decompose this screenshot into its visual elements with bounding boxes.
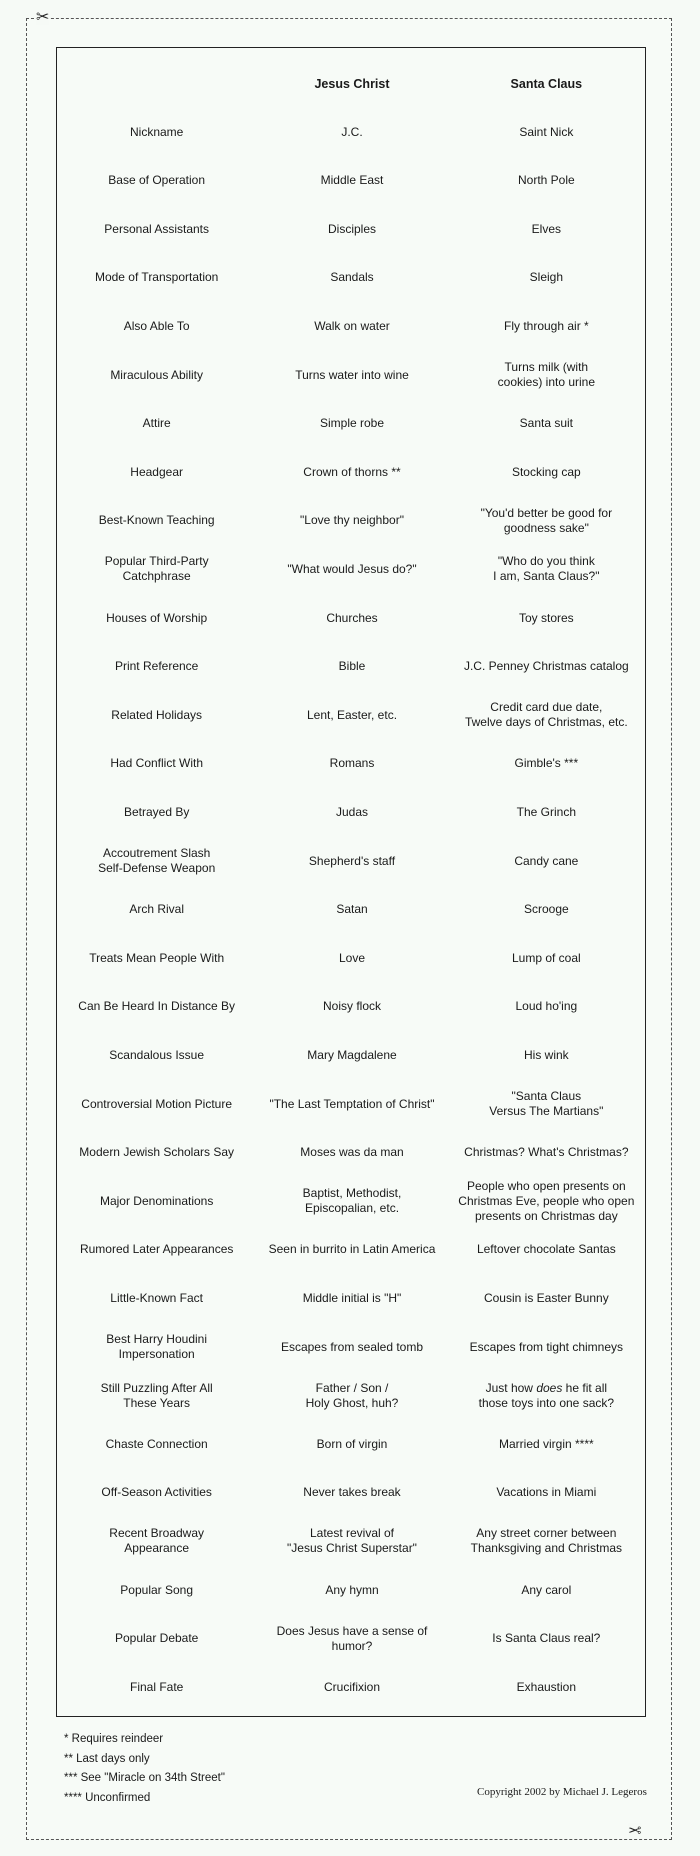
jesus-value: "Love thy neighbor" [300, 513, 404, 528]
santa-value: Escapes from tight chimneys [469, 1339, 624, 1354]
table-row [57, 157, 645, 205]
jesus-value: Walk on water [314, 318, 390, 333]
jesus-value: Love [338, 950, 366, 965]
jesus-value: "The Last Temptation of Christ" [269, 1096, 435, 1111]
row-label: Also Able To [123, 318, 190, 333]
santa-value: Santa suit [519, 416, 574, 431]
footnotes [64, 1730, 225, 1808]
row-label: Still Puzzling After All These Years [100, 1380, 213, 1410]
table-row [57, 594, 645, 642]
jesus-value: Romans [329, 756, 375, 771]
table-row [57, 1469, 645, 1517]
santa-value: Saint Nick [519, 124, 574, 139]
santa-value: Elves [531, 221, 561, 236]
table-row [57, 254, 645, 302]
row-label: Treats Mean People With [89, 950, 225, 965]
table-row [57, 643, 645, 691]
santa-value: Scrooge [523, 902, 569, 917]
jesus-value: Never takes break [303, 1485, 401, 1500]
jesus-value: Father / Son / Holy Ghost, huh? [305, 1380, 399, 1410]
row-label: Related Holidays [111, 707, 203, 722]
row-label: Chaste Connection [105, 1436, 208, 1451]
santa-value: Married virgin **** [498, 1436, 594, 1451]
table-row [57, 983, 645, 1031]
footnote: ** Last days only [64, 1752, 150, 1765]
header-santa-claus: Santa Claus [510, 76, 583, 91]
row-label: Final Fate [129, 1679, 184, 1694]
table-row [57, 545, 645, 593]
jesus-value: Simple robe [319, 416, 385, 431]
jesus-value: Escapes from sealed tomb [280, 1339, 424, 1354]
table-row [57, 788, 645, 836]
santa-value: "Who do you think I am, Santa Claus?" [493, 554, 600, 584]
table-row [57, 1031, 645, 1079]
santa-value: His wink [524, 1047, 569, 1062]
santa-value: People who open presents on Christmas Eve, people who open presents on Christmas day [458, 1178, 635, 1223]
footnote: *** See "Miracle on 34th Street" [64, 1772, 225, 1784]
table-row [57, 497, 645, 545]
jesus-value: J.C. [341, 124, 363, 139]
row-label: Arch Rival [129, 902, 184, 917]
row-label: Had Conflict With [110, 756, 204, 771]
santa-value: Cousin is Easter Bunny [483, 1290, 609, 1305]
santa-value: Vacations in Miami [496, 1485, 597, 1500]
row-label: Controversial Motion Picture [81, 1096, 233, 1111]
jesus-value: Crown of thorns ** [303, 464, 401, 479]
row-label: Can Be Heard In Distance By [78, 999, 236, 1014]
table-row [57, 1323, 645, 1371]
jesus-value: Sandals [330, 270, 374, 285]
jesus-value: Turns water into wine [295, 367, 409, 382]
row-label: Base of Operation [108, 173, 206, 188]
row-label: Popular Song [120, 1582, 194, 1597]
jesus-value: Crucifixion [323, 1679, 380, 1694]
row-label: Nickname [129, 124, 184, 139]
scissors-icon: ✂ [36, 7, 50, 26]
row-label: Scandalous Issue [109, 1047, 205, 1062]
table-row [57, 934, 645, 982]
santa-value: Lump of coal [511, 950, 581, 965]
santa-value: Credit card due date, Twelve days of Christmas, etc. [464, 700, 628, 730]
santa-value: Gimble's *** [514, 756, 579, 771]
santa-value: Just how does he fit all those toys into one sack? [478, 1380, 615, 1410]
table-body [57, 48, 645, 1716]
jesus-value: Middle East [320, 173, 384, 188]
table-row [57, 108, 645, 156]
santa-value: Exhaustion [516, 1679, 577, 1694]
footnote: **** Unconfirmed [64, 1791, 151, 1804]
header-jesus-christ: Jesus Christ [314, 76, 390, 91]
row-label: Major Denominations [99, 1193, 214, 1208]
table-row [57, 1177, 645, 1225]
santa-value: Any street corner between Thanksgiving and Christmas [470, 1526, 623, 1556]
jesus-value: Shepherd's staff [308, 853, 396, 868]
jesus-value: "What would Jesus do?" [287, 561, 417, 576]
table-row [57, 1274, 645, 1322]
jesus-value: Moses was da man [300, 1145, 404, 1160]
santa-value: "You'd better be good for goodness sake" [480, 505, 613, 535]
scissors-icon: ✂ [628, 1821, 642, 1840]
row-label: Headgear [130, 464, 184, 479]
row-label: Personal Assistants [104, 221, 210, 236]
jesus-value: Lent, Easter, etc. [306, 707, 398, 722]
table-row [57, 1129, 645, 1177]
santa-value: North Pole [517, 173, 575, 188]
row-label: Print Reference [114, 659, 199, 674]
jesus-value: Disciples [327, 221, 376, 236]
table-row [57, 1517, 645, 1565]
santa-value: Leftover chocolate Santas [476, 1242, 616, 1257]
jesus-value: Noisy flock [322, 999, 381, 1014]
santa-value: Loud ho'ing [515, 999, 578, 1014]
jesus-value: Seen in burrito in Latin America [268, 1242, 436, 1257]
comparison-table [56, 47, 646, 1717]
jesus-value: Judas [335, 804, 369, 819]
santa-value: Turns milk (with cookies) into urine [497, 360, 596, 389]
table-row [57, 1080, 645, 1128]
santa-value: "Santa Claus Versus The Martians" [489, 1089, 604, 1118]
table-header-row [57, 60, 645, 108]
table-row [57, 1420, 645, 1468]
row-label: Recent Broadway Appearance [109, 1526, 205, 1556]
jesus-value: Any hymn [325, 1582, 379, 1597]
row-label: Miraculous Ability [110, 367, 204, 382]
row-label: Little-Known Fact [110, 1290, 204, 1305]
jesus-value: Churches [326, 610, 378, 625]
table-row [57, 1566, 645, 1614]
table-row [57, 351, 645, 399]
santa-value: Toy stores [518, 610, 574, 625]
jesus-value: Middle initial is "H" [302, 1290, 402, 1305]
table-row [57, 302, 645, 350]
row-label: Betrayed By [123, 804, 190, 819]
jesus-value: Bible [338, 659, 366, 674]
jesus-value: Baptist, Methodist, Episcopalian, etc. [302, 1186, 402, 1216]
table-row [57, 1226, 645, 1274]
santa-value: The Grinch [516, 804, 577, 819]
table-row [57, 837, 645, 885]
row-label: Houses of Worship [106, 610, 208, 625]
row-label: Modern Jewish Scholars Say [79, 1145, 235, 1160]
jesus-value: Latest revival of "Jesus Christ Superstar" [287, 1526, 417, 1556]
santa-value: Candy cane [514, 853, 579, 868]
table-row [57, 400, 645, 448]
table-row [57, 1615, 645, 1663]
table-row [57, 1372, 645, 1420]
table-row [57, 886, 645, 934]
jesus-value: Mary Magdalene [307, 1047, 397, 1062]
santa-value: Sleigh [529, 270, 564, 285]
table-row [57, 1663, 645, 1711]
row-label: Popular Third-Party Catchphrase [104, 554, 209, 584]
footnote: * Requires reindeer [64, 1733, 164, 1745]
table-row [57, 205, 645, 253]
row-label: Best-Known Teaching [98, 513, 215, 528]
jesus-value: Satan [336, 902, 368, 917]
row-label: Rumored Later Appearances [79, 1242, 234, 1257]
row-label: Attire [142, 416, 171, 431]
santa-value: Any carol [521, 1582, 572, 1597]
table-row [57, 691, 645, 739]
santa-value: Is Santa Claus real? [492, 1631, 601, 1646]
jesus-value: Born of virgin [316, 1436, 388, 1451]
row-label: Best Harry Houdini Impersonation [106, 1332, 208, 1361]
copyright-notice: Copyright 2002 by Michael J. Legeros [477, 1786, 647, 1798]
santa-value: J.C. Penney Christmas catalog [463, 659, 629, 674]
jesus-value: Does Jesus have a sense of humor? [276, 1623, 428, 1653]
table-row [57, 740, 645, 788]
santa-value: Christmas? What's Christmas? [464, 1145, 629, 1160]
santa-value: Stocking cap [511, 464, 581, 479]
row-label: Mode of Transportation [94, 270, 219, 285]
row-label: Accoutrement Slash Self-Defense Weapon [98, 846, 216, 875]
row-label: Off-Season Activities [101, 1485, 212, 1500]
table-row [57, 448, 645, 496]
row-label: Popular Debate [114, 1631, 199, 1646]
santa-value: Fly through air * [503, 318, 589, 333]
